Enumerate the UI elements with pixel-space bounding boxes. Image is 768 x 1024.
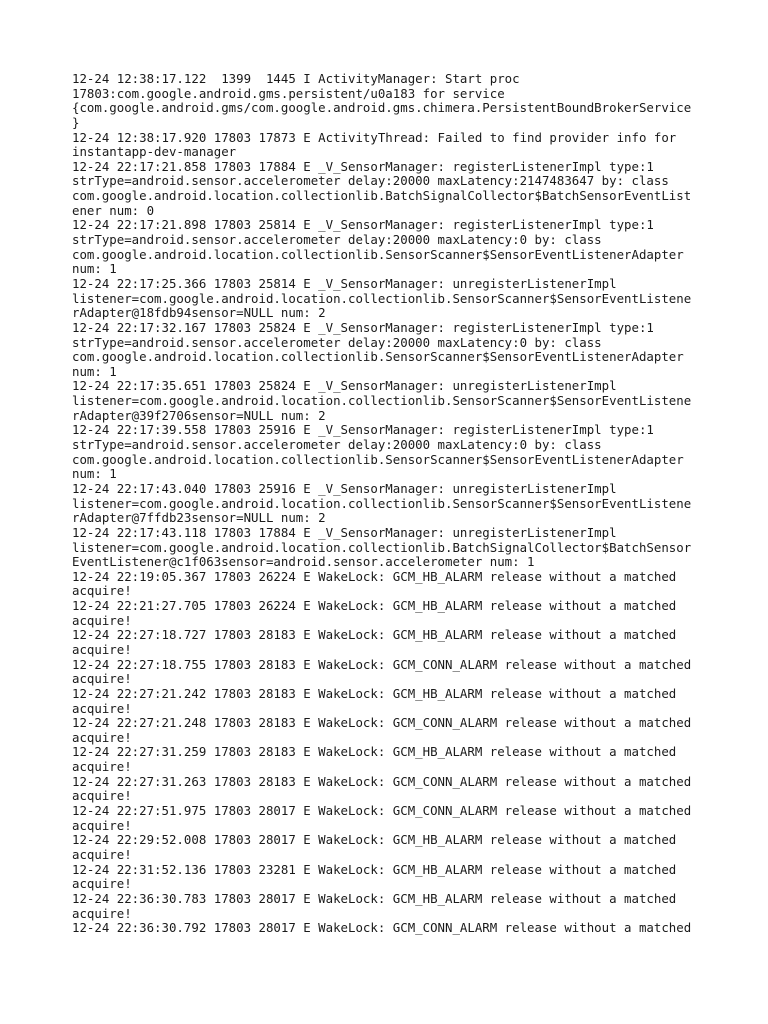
log-line: acquire! — [72, 759, 132, 775]
log-line: acquire! — [72, 846, 132, 862]
log-line: 12-24 22:17:35.651 17803 25824 E _V_SensorManager: unregisterListenerImpl — [72, 378, 617, 394]
log-line: rAdapter@7ffdb23sensor=NULL num: 2 — [72, 510, 326, 526]
log-line: strType=android.sensor.accelerometer delay:20000 maxLatency:0 by: class — [72, 437, 602, 453]
log-line: 12-24 22:27:18.755 17803 28183 E WakeLock: GCM_CONN_ALARM release without a matched — [72, 656, 692, 672]
log-line: 12-24 22:27:51.975 17803 28017 E WakeLock: GCM_CONN_ALARM release without a matched — [72, 803, 692, 819]
log-line: 12-24 12:38:17.122 1399 1445 I ActivityManager: Start proc — [72, 71, 520, 86]
log-line: 12-24 22:27:31.263 17803 28183 E WakeLock: GCM_CONN_ALARM release without a matched — [72, 773, 692, 789]
log-line: rAdapter@18fdb94sensor=NULL num: 2 — [72, 305, 326, 321]
log-line: 12-24 22:36:30.792 17803 28017 E WakeLock: GCM_CONN_ALARM release without a matched — [72, 920, 692, 936]
log-line: instantapp-dev-manager — [72, 144, 237, 160]
log-line: 12-24 22:17:25.366 17803 25814 E _V_SensorManager: unregisterListenerImpl — [72, 275, 617, 291]
log-line: strType=android.sensor.accelerometer delay:20000 maxLatency:0 by: class — [72, 334, 602, 350]
log-line: acquire! — [72, 583, 132, 599]
log-line: acquire! — [72, 671, 132, 687]
log-line: listener=com.google.android.location.collectionlib.SensorScanner$SensorEventListene — [72, 290, 692, 306]
log-line: acquire! — [72, 641, 132, 657]
log-line: EventListener@c1f063sensor=android.sensor.accelerometer num: 1 — [72, 554, 535, 570]
log-line: com.google.android.location.collectionlib.BatchSignalCollector$BatchSensorEventList — [72, 188, 692, 204]
log-line: 12-24 22:17:39.558 17803 25916 E _V_SensorManager: registerListenerImpl type:1 — [72, 422, 654, 438]
log-line: acquire! — [72, 788, 132, 804]
log-line: 12-24 12:38:17.920 17803 17873 E ActivityThread: Failed to find provider info for — [72, 129, 677, 145]
log-document-page — [72, 72, 712, 936]
log-line: 12-24 22:19:05.367 17803 26224 E WakeLock: GCM_HB_ALARM release without a matched — [72, 568, 677, 584]
log-line: strType=android.sensor.accelerometer delay:20000 maxLatency:2147483647 by: class — [72, 173, 669, 189]
log-line: acquire! — [72, 612, 132, 628]
log-line: com.google.android.location.collectionlib.SensorScanner$SensorEventListenerAdapter — [72, 349, 684, 365]
log-line: 12-24 22:17:43.040 17803 25916 E _V_SensorManager: unregisterListenerImpl — [72, 480, 617, 496]
log-line: ener num: 0 — [72, 202, 155, 218]
log-line: 12-24 22:27:21.242 17803 28183 E WakeLock: GCM_HB_ALARM release without a matched — [72, 685, 677, 701]
log-line: 12-24 22:27:31.259 17803 28183 E WakeLock: GCM_HB_ALARM release without a matched — [72, 744, 677, 760]
log-line: num: 1 — [72, 261, 117, 277]
log-line: acquire! — [72, 700, 132, 716]
log-line: com.google.android.location.collectionlib.SensorScanner$SensorEventListenerAdapter — [72, 451, 684, 467]
log-line: 12-24 22:17:21.898 17803 25814 E _V_SensorManager: registerListenerImpl type:1 — [72, 217, 654, 233]
log-line: {com.google.android.gms/com.google.android.gms.chimera.PersistentBoundBrokerService — [72, 100, 692, 116]
log-line: rAdapter@39f2706sensor=NULL num: 2 — [72, 407, 326, 423]
log-line: listener=com.google.android.location.collectionlib.SensorScanner$SensorEventListene — [72, 495, 692, 511]
log-line: 12-24 22:27:18.727 17803 28183 E WakeLock: GCM_HB_ALARM release without a matched — [72, 627, 677, 643]
log-line: num: 1 — [72, 466, 117, 482]
log-line: acquire! — [72, 876, 132, 892]
log-line: } — [72, 114, 80, 130]
log-line: 12-24 22:27:21.248 17803 28183 E WakeLock: GCM_CONN_ALARM release without a matched — [72, 715, 692, 731]
log-line: 17803:com.google.android.gms.persistent/u0a183 for service — [72, 85, 505, 101]
log-line: listener=com.google.android.location.collectionlib.BatchSignalCollector$BatchSensor — [72, 539, 692, 555]
log-line: 12-24 22:21:27.705 17803 26224 E WakeLock: GCM_HB_ALARM release without a matched — [72, 598, 677, 614]
log-line: acquire! — [72, 817, 132, 833]
log-line: listener=com.google.android.location.collectionlib.SensorScanner$SensorEventListene — [72, 393, 692, 409]
log-line: 12-24 22:17:32.167 17803 25824 E _V_SensorManager: registerListenerImpl type:1 — [72, 319, 654, 335]
log-line: 12-24 22:17:21.858 17803 17884 E _V_SensorManager: registerListenerImpl type:1 — [72, 158, 654, 174]
log-line: strType=android.sensor.accelerometer delay:20000 maxLatency:0 by: class — [72, 232, 602, 248]
log-line: acquire! — [72, 729, 132, 745]
log-text-block — [72, 72, 712, 936]
log-line: com.google.android.location.collectionlib.SensorScanner$SensorEventListenerAdapter — [72, 246, 684, 262]
log-line: acquire! — [72, 905, 132, 921]
log-line: num: 1 — [72, 363, 117, 379]
log-line: 12-24 22:36:30.783 17803 28017 E WakeLock: GCM_HB_ALARM release without a matched — [72, 890, 677, 906]
log-line: 12-24 22:17:43.118 17803 17884 E _V_SensorManager: unregisterListenerImpl — [72, 524, 617, 540]
log-line: 12-24 22:29:52.008 17803 28017 E WakeLock: GCM_HB_ALARM release without a matched — [72, 832, 677, 848]
log-line: 12-24 22:31:52.136 17803 23281 E WakeLock: GCM_HB_ALARM release without a matched — [72, 861, 677, 877]
